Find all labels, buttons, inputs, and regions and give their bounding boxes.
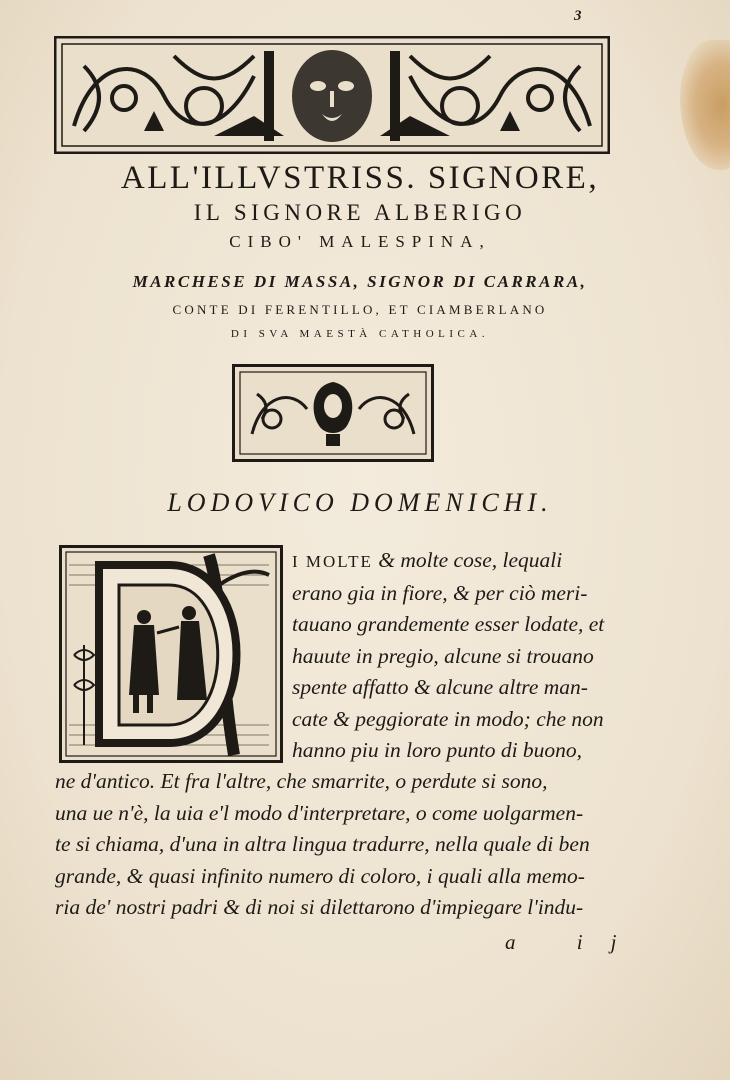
body-line: grande, & quasi infinito numero di coloro, i quali alla memo- xyxy=(55,863,585,888)
body-line: hauute in pregio, alcune si trouano xyxy=(292,643,594,668)
body-line: cate & peggiorate in modo; che non xyxy=(292,706,604,731)
title-line-4: MARCHESE DI MASSA, SIGNOR DI CARRARA, xyxy=(132,272,588,291)
body-line: hanno piu in loro punto di buono, xyxy=(292,738,583,762)
body-line: te si chiama, d'una in altra lingua tradurre, nella quale di ben xyxy=(55,832,590,856)
woodcut-headpiece xyxy=(54,36,610,154)
vase-ornament-graphic xyxy=(232,364,434,462)
body-text-beside-initial xyxy=(292,545,622,767)
initial-d-woodcut-graphic xyxy=(59,545,283,763)
body-line: ne d'antico. Et fra l'altre, che smarrite, o perdute si sono, xyxy=(55,769,548,793)
decorated-initial-d xyxy=(59,545,283,763)
body-line xyxy=(292,545,622,578)
title-line-1: ALL'ILLVSTRISS. SIGNORE, xyxy=(120,160,600,196)
et-ligature: & xyxy=(378,548,396,572)
paper-stain xyxy=(680,40,730,170)
signature-mark: a ij xyxy=(505,930,645,954)
body-text-full-width xyxy=(55,766,625,924)
body-line: una ue n'è, la uia e'l modo d'interpretare, o come uolgarmen- xyxy=(55,800,584,825)
title-line-3: CIBO' MALESPINA, xyxy=(229,232,491,251)
headpiece-ornament-graphic xyxy=(54,36,610,154)
body-line: ria de' nostri padri & di noi si dilettarono d'impiegare l'indu- xyxy=(55,895,584,919)
vase-ornament xyxy=(232,364,434,462)
body-line: tauano grandemente esser lodate, et xyxy=(292,612,605,636)
body-line-text: molte cose, lequali xyxy=(400,548,563,572)
body-line: erano gia in fiore, & per ciò meri- xyxy=(292,580,588,605)
body-line: spente affatto & alcune altre man- xyxy=(292,675,588,699)
title-line-5: CONTE DI FERENTILLO, ET CIAMBERLANO xyxy=(172,302,548,317)
title-line-6: DI SVA MAESTÀ CATHOLICA. xyxy=(230,328,490,340)
title-line-2: IL SIGNORE ALBERIGO xyxy=(193,200,527,225)
opening-words: I MOLTE xyxy=(292,552,373,571)
author-heading: LODOVICO DOMENICHI. xyxy=(167,488,553,517)
page-number: 3 xyxy=(574,8,582,24)
